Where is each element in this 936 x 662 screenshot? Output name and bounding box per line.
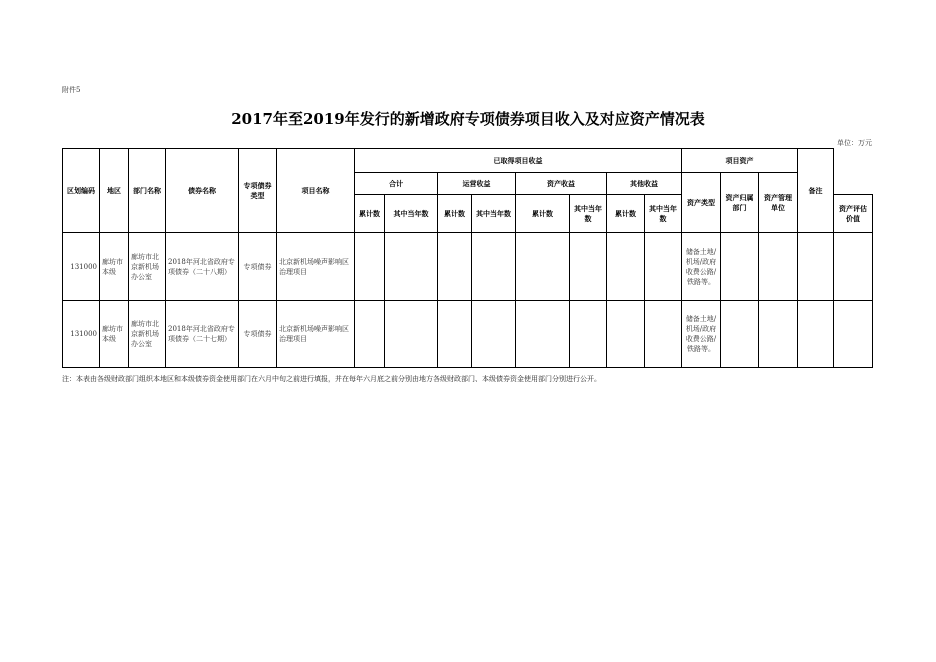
header-asset-owner-dept: 资产归属部门 <box>721 173 759 233</box>
cell-empty <box>385 233 438 301</box>
cell-bond-type: 专项债券 <box>239 233 277 301</box>
header-other-income: 其他收益 <box>607 173 682 195</box>
header-asset-type: 资产类型 <box>682 173 721 233</box>
header-bond-type: 专项债券类型 <box>239 149 277 233</box>
cell-department: 廊坊市北京新机场办公室 <box>129 301 166 368</box>
footnote: 注：本表由各级财政部门组织本地区和本级债券资金使用部门在六月中旬之前进行填报，并在每年六月底之前分别由地方各级财政部门、本级债券资金使用部门分别进行公开。 <box>62 375 601 383</box>
cell-empty <box>721 301 759 368</box>
header-earned-income: 已取得项目收益 <box>355 149 682 173</box>
cell-project-name: 北京新机场噪声影响区治理项目 <box>277 233 355 301</box>
cell-empty <box>607 301 645 368</box>
cell-empty <box>472 233 516 301</box>
cell-department: 廊坊市北京新机场办公室 <box>129 233 166 301</box>
cell-bond-name: 2018年河北省政府专项债券（二十八期） <box>166 233 239 301</box>
cell-empty <box>721 233 759 301</box>
header-region-code: 区划编码 <box>63 149 100 233</box>
unit-label: 单位：万元 <box>837 139 872 147</box>
cell-empty <box>607 233 645 301</box>
cell-empty <box>798 233 834 301</box>
cell-empty <box>355 301 385 368</box>
cell-project-name: 北京新机场噪声影响区治理项目 <box>277 301 355 368</box>
cell-empty <box>472 301 516 368</box>
table-row <box>63 233 873 301</box>
header-asset-income: 资产收益 <box>516 173 607 195</box>
header-department: 部门名称 <box>129 149 166 233</box>
header-asset-cumulative: 累计数 <box>516 195 570 233</box>
header-project-assets: 项目资产 <box>682 149 798 173</box>
header-total-cumulative: 累计数 <box>355 195 385 233</box>
cell-empty <box>570 233 607 301</box>
attachment-label: 附件5 <box>62 86 81 94</box>
header-operating-income: 运营收益 <box>438 173 516 195</box>
header-total: 合计 <box>355 173 438 195</box>
header-remarks: 备注 <box>798 149 834 233</box>
cell-bond-type: 专项债券 <box>239 301 277 368</box>
cell-empty <box>516 301 570 368</box>
cell-empty <box>759 301 798 368</box>
cell-empty <box>759 233 798 301</box>
cell-empty <box>570 301 607 368</box>
header-project-name: 项目名称 <box>277 149 355 233</box>
cell-empty <box>834 301 873 368</box>
cell-empty <box>516 233 570 301</box>
cell-empty <box>645 233 682 301</box>
cell-empty <box>645 301 682 368</box>
cell-region: 廊坊市本级 <box>100 233 129 301</box>
cell-empty <box>438 301 472 368</box>
header-operating-cumulative: 累计数 <box>438 195 472 233</box>
cell-empty <box>385 301 438 368</box>
header-operating-current-year: 其中当年数 <box>472 195 516 233</box>
cell-empty <box>834 233 873 301</box>
table-row <box>63 301 873 368</box>
header-asset-current-year: 其中当年数 <box>570 195 607 233</box>
cell-region-code: 131000 <box>63 233 100 301</box>
header-total-current-year: 其中当年数 <box>385 195 438 233</box>
header-other-cumulative: 累计数 <box>607 195 645 233</box>
cell-asset-type: 储备土地/机场/政府收费公路/铁路等。 <box>682 301 721 368</box>
cell-empty <box>438 233 472 301</box>
page-title: 2017年至2019年发行的新增政府专项债券项目收入及对应资产情况表 <box>231 110 705 128</box>
header-asset-mgmt-unit: 资产管理单位 <box>759 173 798 233</box>
header-region: 地区 <box>100 149 129 233</box>
header-other-current-year: 其中当年数 <box>645 195 682 233</box>
cell-empty <box>798 301 834 368</box>
cell-empty <box>355 233 385 301</box>
cell-region: 廊坊市本级 <box>100 301 129 368</box>
bond-income-table <box>62 148 873 368</box>
cell-region-code: 131000 <box>63 301 100 368</box>
header-bond-name: 债券名称 <box>166 149 239 233</box>
cell-bond-name: 2018年河北省政府专项债券（二十七期） <box>166 301 239 368</box>
cell-asset-type: 储备土地/机场/政府收费公路/铁路等。 <box>682 233 721 301</box>
header-asset-value: 资产评估价值 <box>834 195 873 233</box>
